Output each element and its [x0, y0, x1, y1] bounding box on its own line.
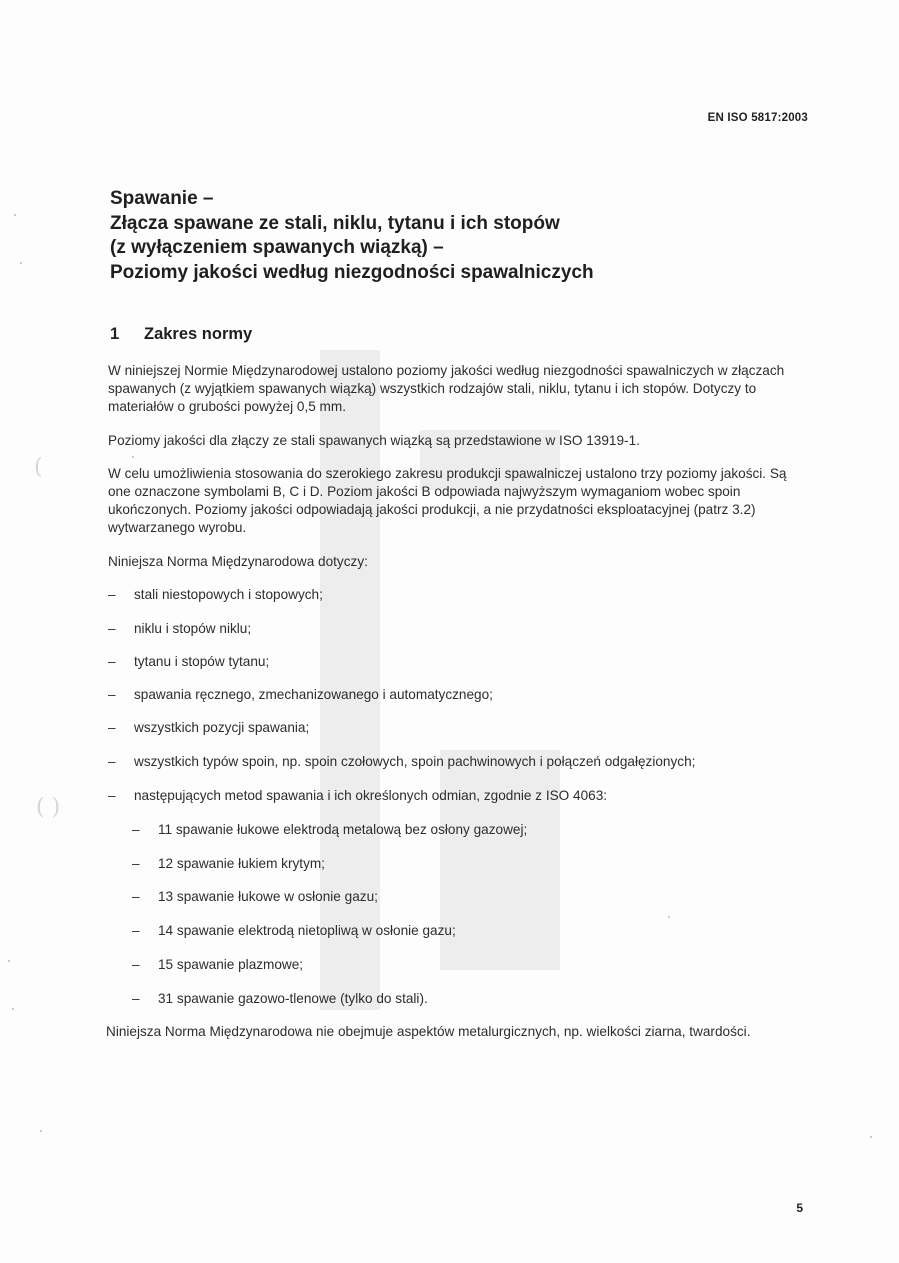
- list-dash: –: [132, 991, 140, 1006]
- title-line: Spawanie –: [110, 188, 214, 209]
- list-item-text: wszystkich typów spoin, np. spoin czołowych, spoin pachwinowych i połączeń odgałęzionych;: [134, 754, 696, 769]
- title-line: Poziomy jakości według niezgodności spawalniczych: [110, 261, 594, 283]
- scan-bracket-mark: ( ): [36, 795, 61, 820]
- list-dash: –: [132, 957, 140, 972]
- scan-speck: [14, 214, 16, 216]
- title-line: (z wyłączeniem spawanych wiązką) –: [110, 237, 444, 258]
- sub-list-item-text: 11 spawanie łukowe elektrodą metalową bez osłony gazowej;: [158, 822, 528, 837]
- list-dash: –: [132, 889, 140, 904]
- list-dash: –: [108, 654, 116, 669]
- scan-speck: [8, 960, 10, 962]
- section-number: 1: [110, 325, 120, 343]
- list-dash: –: [132, 923, 140, 938]
- scan-bracket-mark: (: [34, 455, 43, 480]
- paragraph-applies-to: Niniejsza Norma Międzynarodowa dotyczy:: [108, 554, 368, 569]
- list-dash: –: [108, 687, 116, 702]
- section-title: Zakres normy: [144, 325, 253, 343]
- paragraph-quality-levels: W celu umożliwienia stosowania do szerokiego zakresu produkcji spawalniczej ustalono trzy poziomy jakości. Są one oznaczone symbolami B, C i D. Poziom jakości B odpowiada najwyższym wymaganiom wobec spoin ukończonych. Poziomy jakości odpowiadają jakości produkcji, a nie przydatności eksploatacyjnej (patrz 3.2) wytwarzanego wyrobu.: [108, 466, 787, 535]
- sub-list-item-text: 13 spawanie łukowe w osłonie gazu;: [158, 889, 378, 904]
- sub-list-item-text: 12 spawanie łukiem krytym;: [158, 856, 325, 871]
- scan-speck: [870, 1136, 872, 1138]
- document-title: [110, 187, 810, 285]
- paragraph-scope: W niniejszej Normie Międzynarodowej ustalono poziomy jakości według niezgodności spawalniczych w złączach spawanych (z wyjątkiem spawanych wiązką) wszystkich rodzajów stali, niklu, tytanu i ich stopów. Dotyczy to materiałów o grubości powyżej 0,5 mm.: [108, 363, 785, 414]
- scan-speck: [668, 916, 670, 918]
- list-item-text: następujących metod spawania i ich określonych odmian, zgodnie z ISO 4063:: [134, 788, 608, 803]
- page-number: 5: [796, 1201, 803, 1215]
- sub-list-item-text: 31 spawanie gazowo-tlenowe (tylko do stali).: [158, 991, 428, 1006]
- list-dash: –: [108, 621, 116, 636]
- scan-speck: [40, 1130, 42, 1132]
- list-dash: –: [108, 788, 116, 803]
- sub-list-item-text: 14 spawanie elektrodą nietopliwą w osłonie gazu;: [158, 923, 456, 938]
- list-item-text: stali niestopowych i stopowych;: [134, 587, 323, 602]
- list-dash: –: [108, 754, 116, 769]
- list-item-text: tytanu i stopów tytanu;: [134, 654, 270, 669]
- list-item-text: niklu i stopów niklu;: [134, 621, 252, 636]
- scan-speck: [20, 262, 22, 264]
- title-line: Złącza spawane ze stali, niklu, tytanu i ich stopów: [110, 212, 560, 234]
- paragraph-beam-welding: Poziomy jakości dla złączy ze stali spawanych wiązką są przedstawione w ISO 13919-1.: [108, 433, 640, 448]
- paragraph-exclusions: Niniejsza Norma Międzynarodowa nie obejmuje aspektów metalurgicznych, np. wielkości ziarna, twardości.: [106, 1024, 751, 1039]
- list-dash: –: [108, 720, 116, 735]
- section-heading: [110, 325, 252, 344]
- list-item-text: wszystkich pozycji spawania;: [134, 720, 310, 735]
- scan-speck: [12, 1008, 14, 1010]
- list-item-text: spawania ręcznego, zmechanizowanego i automatycznego;: [134, 687, 493, 702]
- list-dash: –: [108, 587, 116, 602]
- document-id: EN ISO 5817:2003: [707, 112, 808, 124]
- sub-list-item-text: 15 spawanie plazmowe;: [158, 957, 304, 972]
- list-dash: –: [132, 822, 140, 837]
- list-dash: –: [132, 856, 140, 871]
- scan-speck: [132, 456, 134, 458]
